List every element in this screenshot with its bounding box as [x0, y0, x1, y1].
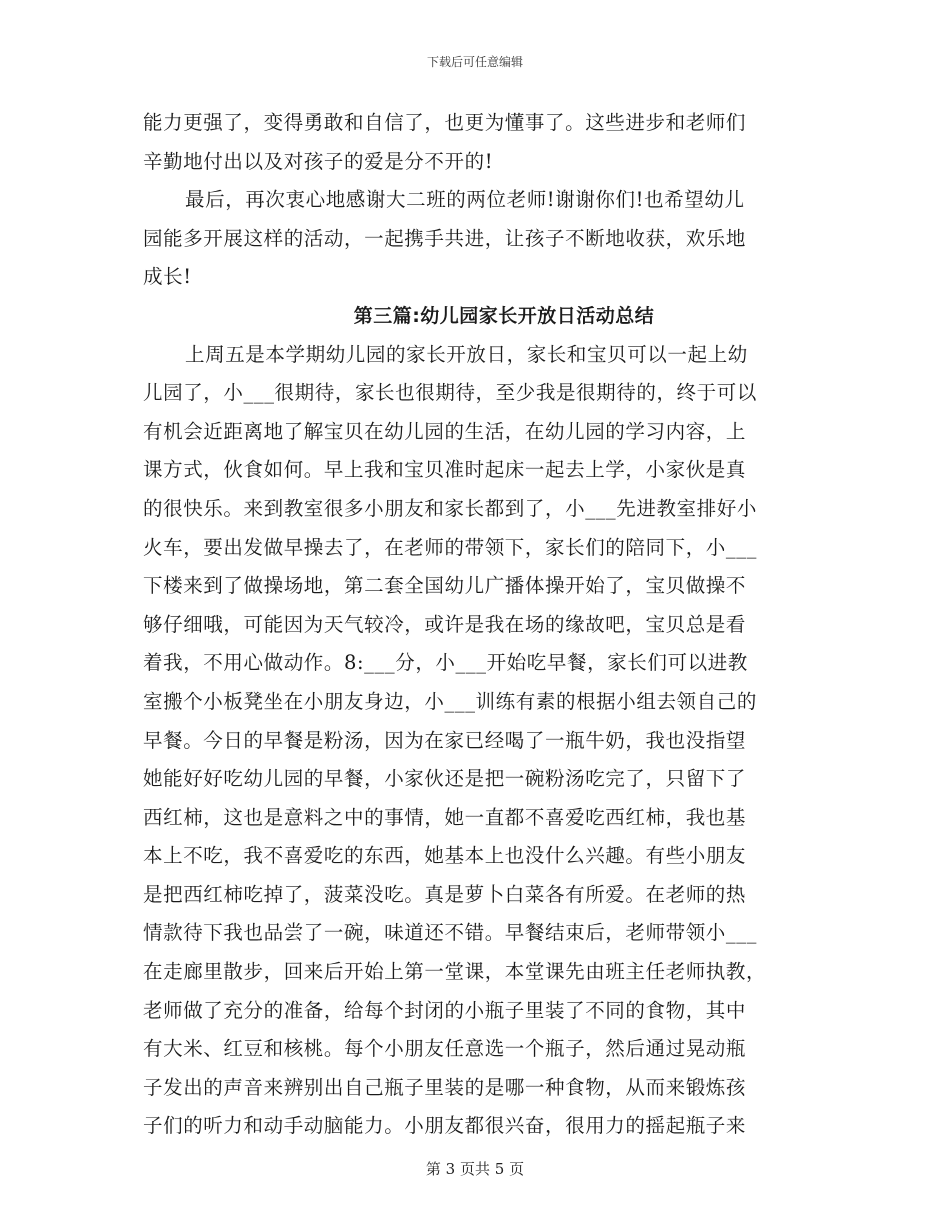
text-line: 辛勤地付出以及对孩子的爱是分不开的! [143, 149, 494, 173]
text-line: 早餐。今日的早餐是粉汤，因为在家已经喝了一瓶牛奶，我也没指望 [143, 728, 747, 752]
text-line: 成长! [143, 265, 192, 289]
page-header: 下载后可任意编辑 [426, 55, 523, 69]
document-body [143, 104, 805, 1146]
text-line: 室搬个小板凳坐在小朋友身边，小___训练有素的根据小组去领自己的 [143, 689, 757, 713]
text-line: 她能好好吃幼儿园的早餐，小家伙还是把一碗粉汤吃完了，只留下了 [143, 767, 747, 791]
text-line: 本上不吃，我不喜爱吃的东西，她基本上也没什么兴趣。有些小朋友 [143, 844, 747, 868]
text-line: 火车，要出发做早操去了，在老师的带领下，家长们的陪同下，小___ [143, 535, 757, 559]
text-line: 在走廊里散步，回来后开始上第一堂课，本堂课先由班主任老师执教， [143, 960, 767, 984]
paragraph-start-line: 最后，再次衷心地感谢大二班的两位老师!谢谢你们!也希望幼儿 [185, 188, 745, 212]
text-line: 情款待下我也品尝了一碗，味道还不错。早餐结束后，老师带领小___ [143, 921, 757, 945]
text-line: 子发出的声音来辨别出自己瓶子里装的是哪一种食物，从而来锻炼孩 [143, 1075, 747, 1099]
paragraph-start-line: 上周五是本学期幼儿园的家长开放日，家长和宝贝可以一起上幼 [185, 342, 748, 366]
text-line: 子们的听力和动手动脑能力。小朋友都很兴奋，很用力的摇起瓶子来 [143, 1114, 747, 1138]
text-line: 有大米、红豆和核桃。每个小朋友任意选一个瓶子，然后通过晃动瓶 [143, 1037, 747, 1061]
text-line: 儿园了，小___很期待，家长也很期待，至少我是很期待的，终于可以 [143, 381, 757, 405]
text-line: 有机会近距离地了解宝贝在幼儿园的生活，在幼儿园的学习内容，上 [143, 419, 747, 443]
text-line: 能力更强了，变得勇敢和自信了，也更为懂事了。这些进步和老师们 [143, 111, 747, 134]
text-line: 下楼来到了做操场地，第二套全国幼儿广播体操开始了，宝贝做操不 [143, 574, 747, 598]
text-line: 是把西红柿吃掉了，菠菜没吃。真是萝卜白菜各有所爱。在老师的热 [143, 882, 747, 906]
page-number-footer: 第 3 页共 5 页 [425, 1160, 525, 1178]
section-heading: 第三篇:幼儿园家长开放日活动总结 [353, 304, 655, 327]
text-line: 园能多开展这样的活动，一起携手共进，让孩子不断地收获，欢乐地 [143, 226, 747, 250]
text-line: 老师做了充分的准备，给每个封闭的小瓶子里装了不同的食物，其中 [143, 998, 747, 1022]
text-line: 西红柿，这也是意料之中的事情，她一直都不喜爱吃西红柿，我也基 [143, 805, 747, 829]
text-line: 够仔细哦，可能因为天气较冷，或许是我在场的缘故吧，宝贝总是看 [143, 612, 747, 636]
text-line: 的很快乐。来到教室很多小朋友和家长都到了，小___先进教室排好小 [143, 496, 757, 520]
text-line: 课方式，伙食如何。早上我和宝贝准时起床一起去上学，小家伙是真 [143, 458, 747, 482]
text-line: 着我，不用心做动作。8:___分，小___开始吃早餐，家长们可以进教 [143, 651, 748, 675]
